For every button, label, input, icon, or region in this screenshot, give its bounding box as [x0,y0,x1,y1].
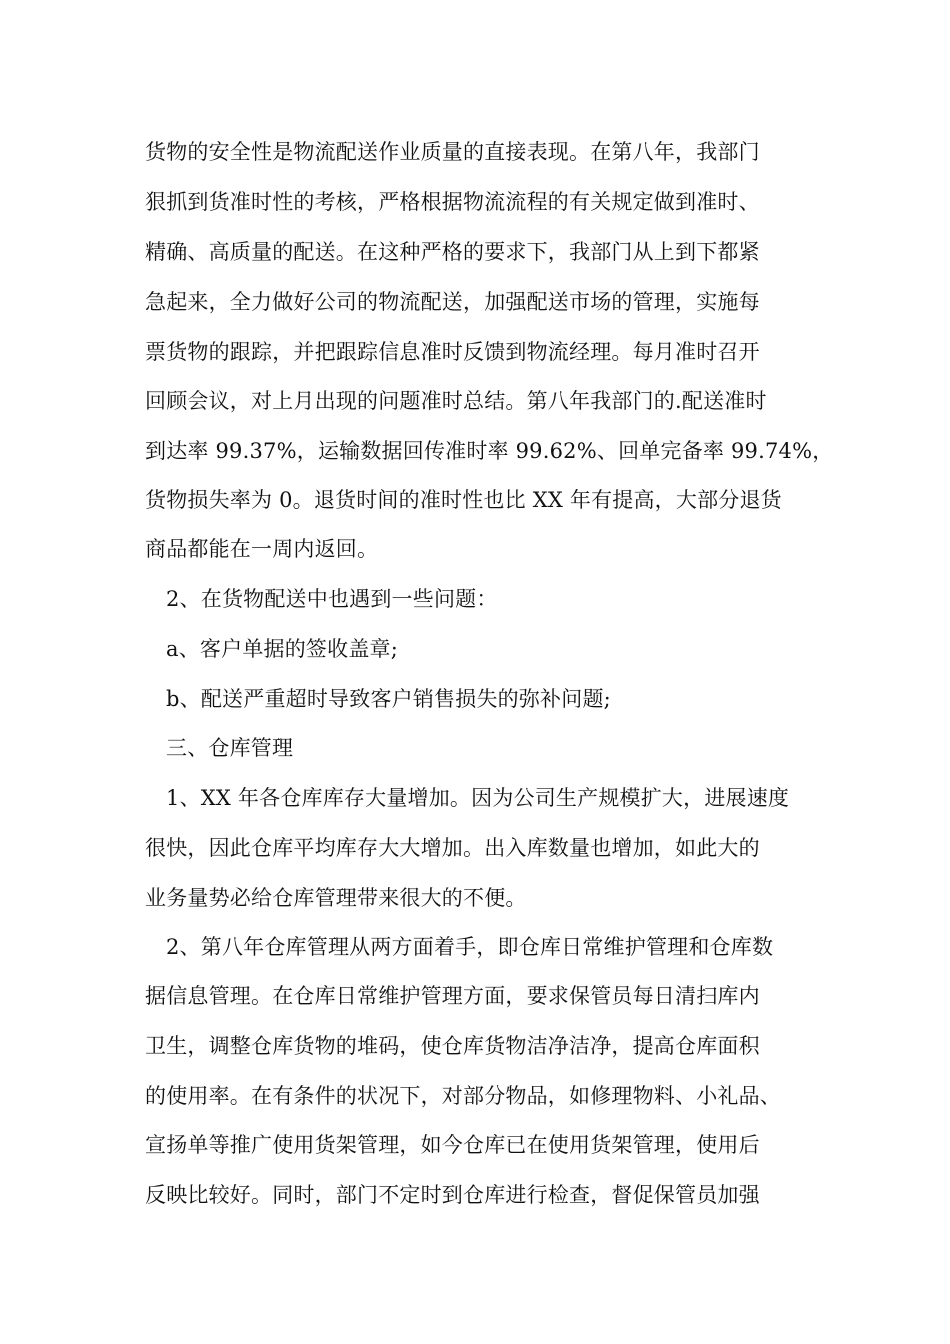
paragraph-line: 货物损失率为 0。退货时间的准时性也比 XX 年有提高，大部分退货 [145,488,782,512]
paragraph-line: 2、第八年仓库管理从两方面着手，即仓库日常维护管理和仓库数 [166,935,774,959]
paragraph-line: 卫生，调整仓库货物的堆码，使仓库货物洁净洁净，提高仓库面积 [145,1034,760,1058]
paragraph-line: 的使用率。在有条件的状况下，对部分物品，如修理物料、小礼品、 [145,1084,781,1108]
paragraph-line: 精确、高质量的配送。在这种严格的要求下，我部门从上到下都紧 [145,240,760,264]
paragraph-line: 据信息管理。在仓库日常维护管理方面，要求保管员每日清扫库内 [145,984,760,1008]
paragraph-line: 宣扬单等推广使用货架管理，如今仓库已在使用货架管理，使用后 [145,1133,760,1157]
paragraph-line: 货物的安全性是物流配送作业质量的直接表现。在第八年，我部门 [145,140,760,164]
paragraph-line: 业务量势必给仓库管理带来很大的不便。 [145,886,527,910]
paragraph-line: 很快，因此仓库平均库存大大增加。出入库数量也增加，如此大的 [145,836,760,860]
paragraph-line: 狠抓到货准时性的考核，严格根据物流流程的有关规定做到准时、 [145,190,760,214]
list-heading: 2、在货物配送中也遇到一些问题： [166,587,498,611]
paragraph-line: 商品都能在一周内返回。 [145,537,379,561]
paragraph-line: 急起来，全力做好公司的物流配送，加强配送市场的管理，实施每 [145,290,760,314]
paragraph-line: 反映比较好。同时，部门不定时到仓库进行检查，督促保管员加强 [145,1183,760,1207]
paragraph-line: 回顾会议，对上月出现的问题准时总结。第八年我部门的.配送准时 [145,389,767,413]
paragraph-line: 到达率 99.37%，运输数据回传准时率 99.62%、回单完备率 99.74%， [145,439,834,463]
paragraph-line: 票货物的跟踪，并把跟踪信息准时反馈到物流经理。每月准时召开 [145,340,760,364]
list-item: b、配送严重超时导致客户销售损失的弥补问题; [166,687,611,711]
list-item: a、客户单据的签收盖章; [166,637,398,661]
paragraph-line: 1、XX 年各仓库库存大量增加。因为公司生产规模扩大，进展速度 [166,786,790,810]
section-heading: 三、仓库管理 [166,736,294,760]
